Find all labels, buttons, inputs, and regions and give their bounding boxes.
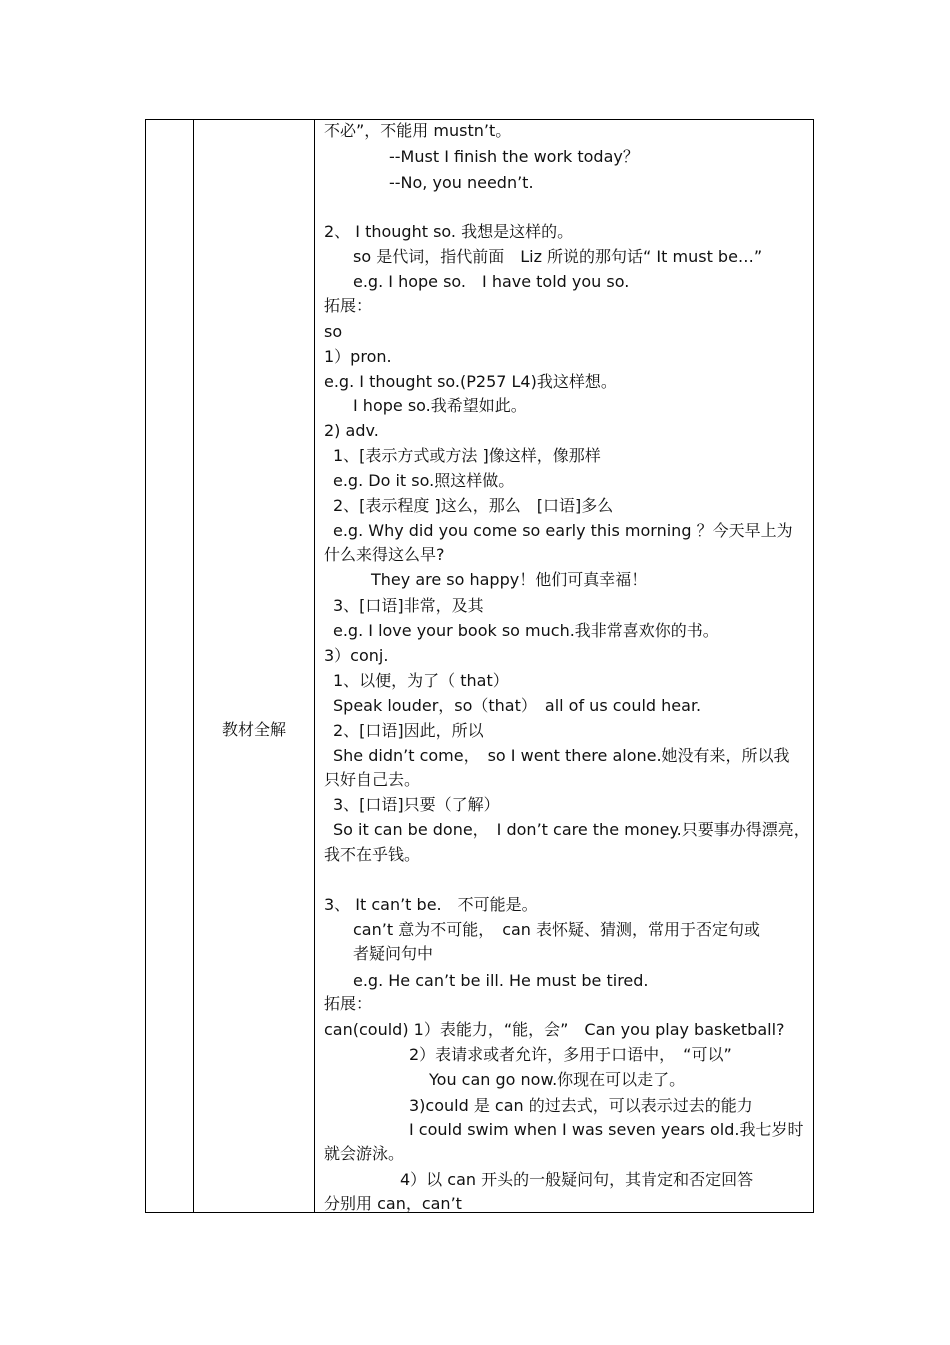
- text-line: can(could) 1）表能力，“能，会” Can you play basketball?: [324, 1020, 785, 1039]
- text-line: e.g. He can’t be ill. He must be tired.: [353, 971, 649, 990]
- column-divider-2: [314, 120, 315, 1212]
- text-line: 3、[口语]非常，及其: [333, 596, 484, 615]
- text-line: 拓展：: [324, 296, 373, 315]
- text-line: --No, you needn’t.: [389, 173, 534, 192]
- column-divider-1: [193, 120, 194, 1212]
- text-line: so 是代词，指代前面 Liz 所说的那句话“ It must be…”: [353, 247, 763, 266]
- text-line: 3）conj.: [324, 646, 389, 665]
- text-line: 3、 It can’t be. 不可能是。: [324, 895, 538, 914]
- text-line: 不必”，不能用 mustn’t。: [324, 121, 512, 140]
- text-line: 拓展：: [324, 994, 373, 1013]
- text-line: 1、以便，为了（ that）: [333, 671, 509, 690]
- text-line: so: [324, 322, 343, 341]
- text-line: 只好自己去。: [324, 770, 421, 789]
- text-line: You can go now.你现在可以走了。: [429, 1070, 686, 1089]
- text-line: 2、[表示程度 ]这么，那么 [口语]多么: [333, 496, 614, 515]
- text-line: 1、[表示方式或方法 ]像这样，像那样: [333, 446, 601, 465]
- text-line: 2) adv.: [324, 421, 379, 440]
- text-line: 我不在乎钱。: [324, 845, 421, 864]
- text-line: 分别用 can，can’t: [324, 1194, 462, 1213]
- text-line: I could swim when I was seven years old.我七岁时: [409, 1120, 804, 1139]
- text-line: So it can be done， I don’t care the money.只要事办得漂亮，: [333, 820, 810, 839]
- text-line: She didn’t come， so I went there alone.她没有来，所以我: [333, 746, 790, 765]
- text-line: Speak louder，so（that） all of us could hear.: [333, 696, 702, 715]
- text-line: e.g. I hope so. I have told you so.: [353, 272, 630, 291]
- text-line: e.g. Do it so.照这样做。: [333, 471, 515, 490]
- section-label: 教材全解: [221, 720, 286, 739]
- text-line: 3、[口语]只要（了解）: [333, 795, 500, 814]
- text-line: 2）表请求或者允许，多用于口语中， “可以”: [409, 1045, 732, 1064]
- text-line: e.g. I love your book so much.我非常喜欢你的书。: [333, 621, 719, 640]
- text-line: 4）以 can 开头的一般疑问句，其肯定和否定回答: [400, 1170, 754, 1189]
- text-line: --Must I finish the work today？: [389, 147, 639, 166]
- text-line: 者疑问句中: [353, 944, 434, 963]
- text-line: 3)could 是 can 的过去式，可以表示过去的能力: [409, 1096, 753, 1115]
- text-line: can’t 意为不可能， can 表怀疑、猜测，常用于否定句或: [353, 920, 761, 939]
- text-line: 2、[口语]因此，所以: [333, 721, 484, 740]
- text-line: 什么来得这么早?: [324, 545, 445, 564]
- text-line: I hope so.我希望如此。: [353, 396, 527, 415]
- content-table: [145, 119, 814, 1213]
- text-line: They are so happy！他们可真幸福！: [371, 570, 648, 589]
- text-line: 就会游泳。: [324, 1144, 405, 1163]
- text-line: e.g. I thought so.(P257 L4)我这样想。: [324, 372, 617, 391]
- text-line: 2、 I thought so. 我想是这样的。: [324, 222, 574, 241]
- text-line: e.g. Why did you come so early this morning ？今天早上为: [333, 521, 793, 540]
- text-line: 1）pron.: [324, 347, 392, 366]
